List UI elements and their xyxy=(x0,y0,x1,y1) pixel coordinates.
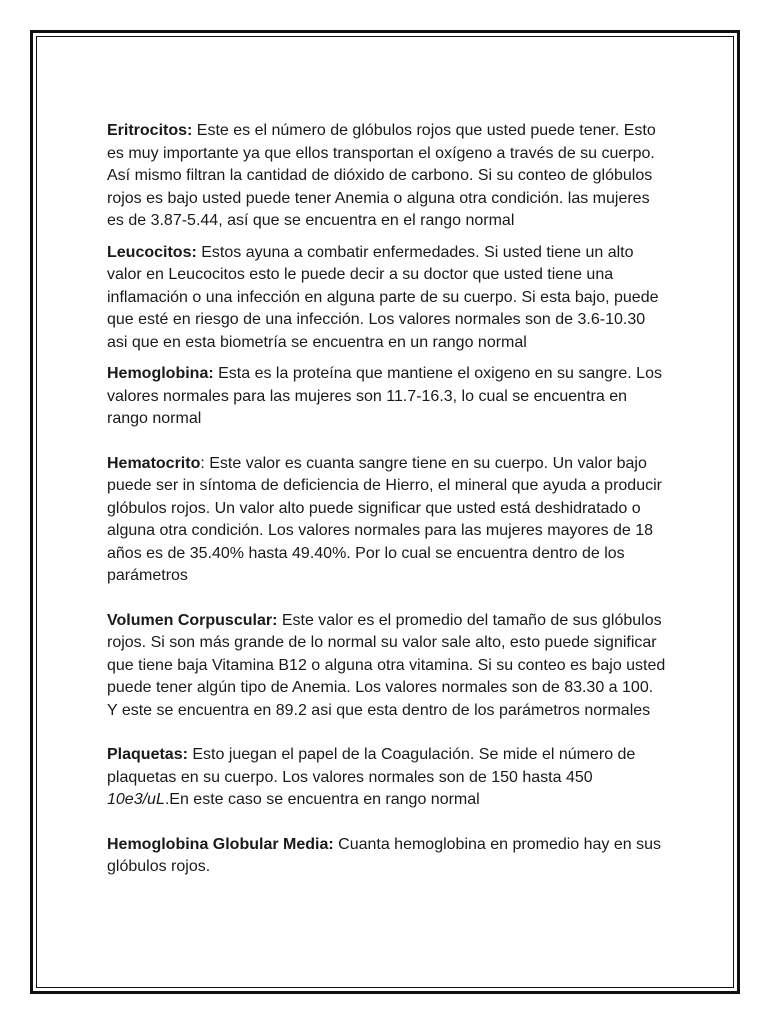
term-hemoglobina: Hemoglobina: xyxy=(107,365,214,382)
paragraph-eritrocitos xyxy=(107,120,667,233)
text-plaquetas: Esto juegan el papel de la Coagulación. Se mide el número de plaquetas en su cuerpo. Los valores normales son de 150 hasta 450 xyxy=(107,746,636,786)
paragraph-plaquetas xyxy=(107,744,667,812)
term-plaquetas: Plaquetas: xyxy=(107,746,188,763)
paragraph-volumen-corpuscular xyxy=(107,610,667,723)
text-hemoglobina: Esta es la proteína que mantiene el oxigeno en su sangre. Los valores normales para las mujeres son 11.7-16.3, lo cual se encuentra en rango normal xyxy=(107,365,662,427)
paragraph-hemoglobina xyxy=(107,363,667,431)
term-eritrocitos: Eritrocitos: xyxy=(107,122,193,139)
term-leucocitos: Leucocitos: xyxy=(107,243,197,261)
term-hemoglobina-globular-media: Hemoglobina Globular Media: xyxy=(107,835,334,853)
text-plaquetas-after: .En este caso se encuentra en rango normal xyxy=(164,791,480,808)
text-eritrocitos: Este es el número de glóbulos rojos que usted puede tener. Esto es muy importante ya que ellos transportan el oxígeno a través de su cuerpo. Así mismo filtran la cantidad de dióxido de carbono. Si su conteo de glóbulos rojos es bajo usted puede tener Anemia o alguna otra condición. las mujeres es de 3.87-5.44, así que se encuentra en el rango normal xyxy=(107,122,656,229)
text-hemoglobina-globular-media: Cuanta hemoglobina en promedio hay en sus glóbulos rojos. xyxy=(107,835,662,875)
paragraph-leucocitos xyxy=(107,242,667,355)
document-body xyxy=(107,120,667,879)
term-volumen-corpuscular: Volumen Corpuscular: xyxy=(107,611,278,629)
paragraph-hematocrito xyxy=(107,453,667,588)
term-hematocrito: Hematocrito xyxy=(107,454,201,472)
text-leucocitos: Estos ayuna a combatir enfermedades. Si usted tiene un alto valor en Leucocitos esto le puede decir a su doctor que usted tiene una inflamación o una infección en alguna parte de su cuerpo. Si esta bajo, puede que esté en riesgo de una infección. Los valores normales son de 3.6-10.30 asi que en esta biometría se encuentra en un rango normal xyxy=(107,243,659,351)
text-hematocrito: : Este valor es cuanta sangre tiene en su cuerpo. Un valor bajo puede ser in síntoma de deficiencia de Hierro, el mineral que ayuda a producir glóbulos rojos. Un valor alto puede significar que usted está deshidratado o alguna otra condición. Los valores normales para las mujeres mayores de 18 años es de 35.40% hasta 49.40%. Por lo cual se encuentra dentro de los parámetros xyxy=(107,454,662,584)
paragraph-hemoglobina-globular-media xyxy=(107,834,667,879)
unit-plaquetas: 10e3/uL xyxy=(107,791,165,808)
text-volumen-corpuscular: Este valor es el promedio del tamaño de sus glóbulos rojos. Si son más grande de lo normal su valor sale alto, esto puede significar que tiene baja Vitamina B12 o alguna otra vitamina. Si su conteo es bajo usted puede tener algún tipo de Anemia. Los valores normales son de 83.30 a 100. Y este se encuentra en 89.2 asi que esta dentro de los parámetros normales xyxy=(107,611,666,719)
